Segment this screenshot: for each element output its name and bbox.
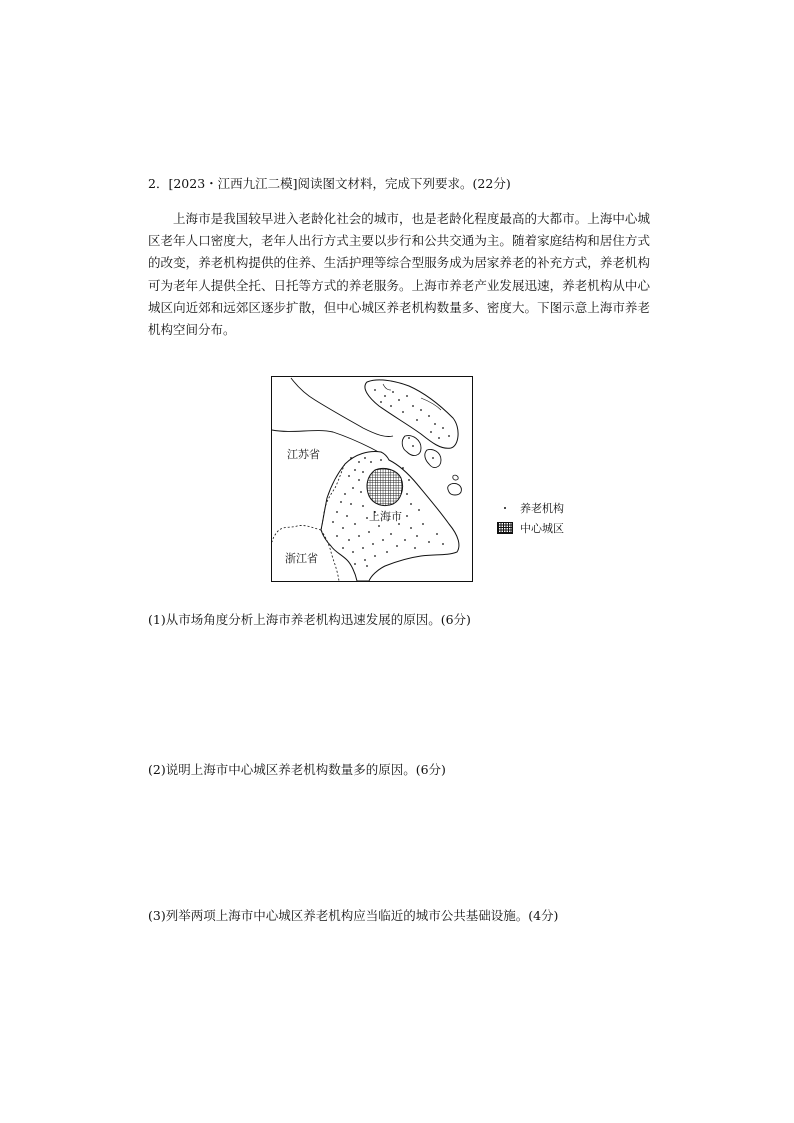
legend-label: 中心城区 <box>520 522 564 535</box>
label-jiangsu: 江苏省 <box>287 448 320 461</box>
material-paragraph: 上海市是我国较早进入老龄化社会的城市，也是老龄化程度最高的大都市。上海中心城区老年人口密度大，老年人出行方式主要以步行和公共交通为主。随着家庭结构和居住方式的改变，养老机构提供的住养、生活护理等综合型服务成为居家养老的补充方式，养老机构可为老年人提供全托、日托等方式的养老服务。上海市养老产业发展迅速，养老机构从中心城区向近郊和远郊区逐步扩散，但中心城区养老机构数量多、密度大。下图示意上海市养老机构空间分布。 <box>148 211 650 338</box>
question-instruction: 阅读图文材料，完成下列要求。(22分) <box>297 176 511 191</box>
island-small <box>448 483 462 495</box>
question-number: 2． <box>148 176 169 191</box>
label-shanghai: 上海市 <box>369 510 402 523</box>
sub-question-2: (2)说明上海市中心城区养老机构数量多的原因。(6分) <box>148 762 446 777</box>
sub-question-1: (1)从市场角度分析上海市养老机构迅速发展的原因。(6分) <box>148 612 471 627</box>
map-legend <box>494 498 564 538</box>
label-zhejiang: 浙江省 <box>285 552 318 565</box>
question-header <box>148 174 668 194</box>
question-source: [2023・江西九江二模] <box>168 176 298 191</box>
sub-question-3: (3)列举两项上海市中心城区养老机构应当临近的城市公共基础设施。(4分) <box>148 908 559 923</box>
shanghai-map <box>271 376 473 582</box>
dot-icon <box>504 507 507 510</box>
central-urban-area <box>367 468 403 505</box>
legend-item-central-urban <box>494 518 564 538</box>
legend-label: 养老机构 <box>520 502 564 515</box>
grid-icon <box>497 522 513 534</box>
legend-item-institution <box>494 498 564 518</box>
